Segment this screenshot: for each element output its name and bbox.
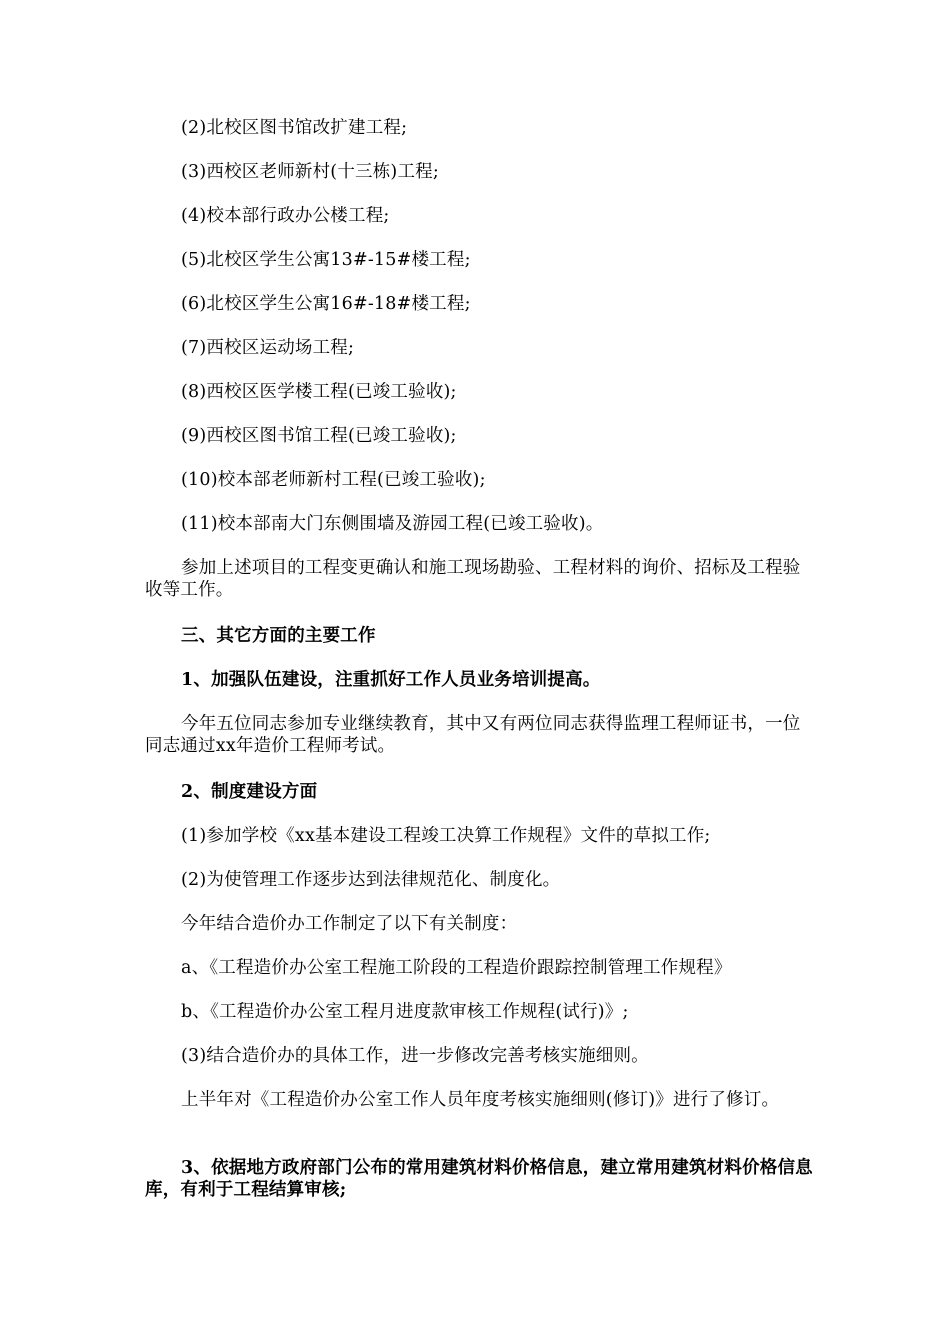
subsection-heading: 3、依据地方政府部门公布的常用建筑材料价格信息，建立常用建筑材料价格信息库，有利于工程结算审核;	[145, 1158, 813, 1200]
list-item: (5)北校区学生公寓13#-15#楼工程;	[181, 250, 471, 270]
list-item: (1)参加学校《xx基本建设工程竣工决算工作规程》文件的草拟工作;	[181, 826, 711, 846]
list-item: (2)为使管理工作逐步达到法律规范化、制度化。	[181, 870, 561, 890]
list-item: (10)校本部老师新村工程(已竣工验收);	[181, 470, 486, 490]
list-item: b、《工程造价办公室工程月进度款审核工作规程(试行)》;	[181, 1002, 629, 1022]
subsection-heading: 2、制度建设方面	[181, 782, 318, 802]
list-item: (2)北校区图书馆改扩建工程;	[181, 118, 408, 138]
list-item: a、《工程造价办公室工程施工阶段的工程造价跟踪控制管理工作规程》	[181, 958, 732, 978]
subsection-heading: 1、加强队伍建设，注重抓好工作人员业务培训提高。	[181, 670, 601, 690]
paragraph: 参加上述项目的工程变更确认和施工现场勘验、工程材料的询价、招标及工程验收等工作。	[145, 558, 801, 600]
paragraph: 上半年对《工程造价办公室工作人员年度考核实施细则(修订)》进行了修订。	[181, 1090, 780, 1110]
list-item: (3)西校区老师新村(十三栋)工程;	[181, 162, 439, 182]
list-item: (7)西校区运动场工程;	[181, 338, 355, 358]
list-item: (4)校本部行政办公楼工程;	[181, 206, 390, 226]
section-heading: 三、其它方面的主要工作	[181, 626, 376, 646]
list-item: (8)西校区医学楼工程(已竣工验收);	[181, 382, 457, 402]
paragraph: 今年结合造价办工作制定了以下有关制度：	[181, 914, 518, 934]
list-item: (3)结合造价办的具体工作，进一步修改完善考核实施细则。	[181, 1046, 649, 1066]
paragraph: 今年五位同志参加专业继续教育，其中又有两位同志获得监理工程师证书，一位同志通过xx年造价工程师考试。	[145, 714, 801, 756]
list-item: (9)西校区图书馆工程(已竣工验收);	[181, 426, 457, 446]
list-item: (6)北校区学生公寓16#-18#楼工程;	[181, 294, 471, 314]
list-item: (11)校本部南大门东侧围墙及游园工程(已竣工验收)。	[181, 514, 604, 534]
